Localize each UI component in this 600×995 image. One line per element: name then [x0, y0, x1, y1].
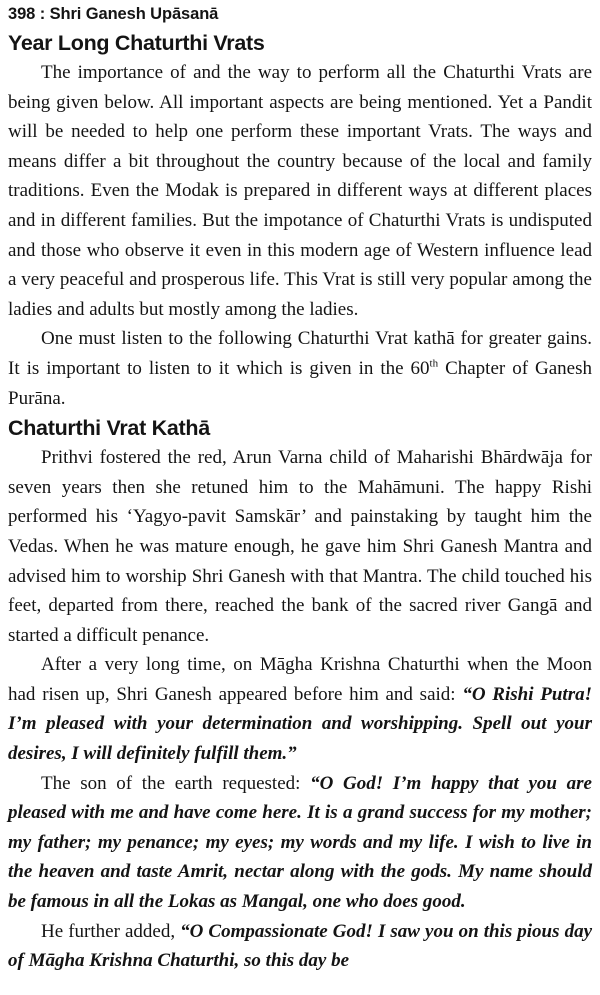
paragraph-vrats-importance [8, 58, 592, 324]
paragraph-ganesh-appeared [8, 650, 592, 768]
quote-ganesh: “O Rishi Putra! I’m pleased with your determination and worshipping. Spell out your desires, I will definitely fulfill them.” [8, 683, 592, 765]
paragraph-text: Prithvi fostered the red, Arun Varna child of Maharishi Bhārdwāja for seven years then she retuned him to the Mahāmuni. The happy Rishi performed his ‘Yagyo-pavit Samskār’ and painstaking by taught him the Vedas. When he was mature enough, he gave him Shri Ganesh Mantra and advised him to worship Shri Ganesh with that Mantra. The child touched his feet, departed from there, reached the bank of the sacred river Gangā and started a difficult penance. [8, 447, 592, 646]
paragraph-text: One must listen to the following Chaturthi Vrat kathā for greater gains. It is important to listen to it which is given in the 60 [8, 328, 592, 379]
paragraph-text: He further added, [41, 920, 181, 942]
paragraph-listen-katha [8, 324, 592, 413]
paragraph-prithvi [8, 443, 592, 650]
paragraph-text: The importance of and the way to perform all the Chaturthi Vrats are being given below. All important aspects are being mentioned. Yet a Pandit will be needed to help one perform these important Vrats. The ways and means differ a bit throughout the country because of the local and family traditions. Even the Modak is prepared in different ways at different places and in different families. But the impotance of Chaturthi Vrats is undisputed and those who observe it even in this modern age of Western influence lead a very peaceful and prosperous life. This Vrat is still very popular among the ladies and adults but mostly among the ladies. [8, 62, 592, 320]
quote-compassionate-god: “O Compassionate God! I saw you on this pious day of Māgha Krishna Chaturthi, so this day be [8, 920, 592, 972]
section-heading-chaturthi-vrat-katha: Chaturthi Vrat Kathā [8, 416, 210, 441]
paragraph-text: After a very long time, on Māgha Krishna Chaturthi when the Moon had risen up, Shri Ganesh appeared before him and said: [8, 654, 592, 705]
paragraph-further-added [8, 917, 592, 976]
paragraph-son-requested [8, 769, 592, 917]
running-head: 398 : Shri Ganesh Upāsanā [8, 5, 219, 23]
ordinal-superscript: th [429, 357, 439, 370]
section-heading-year-long-chaturthi-vrats: Year Long Chaturthi Vrats [8, 31, 265, 55]
paragraph-text: The son of the earth requested: [41, 772, 311, 794]
quote-son-of-earth: “O God! I’m happy that you are pleased with me and have come here. It is a grand success for my mother; my father; my penance; my eyes; my words and my life. I wish to live in the heaven and taste Amrit, nectar along with the gods. My name should be famous in all the Lokas as Mangal, one who does good. [8, 772, 592, 913]
paragraph-text: Chapter of Ganesh Purāna. [8, 357, 592, 409]
